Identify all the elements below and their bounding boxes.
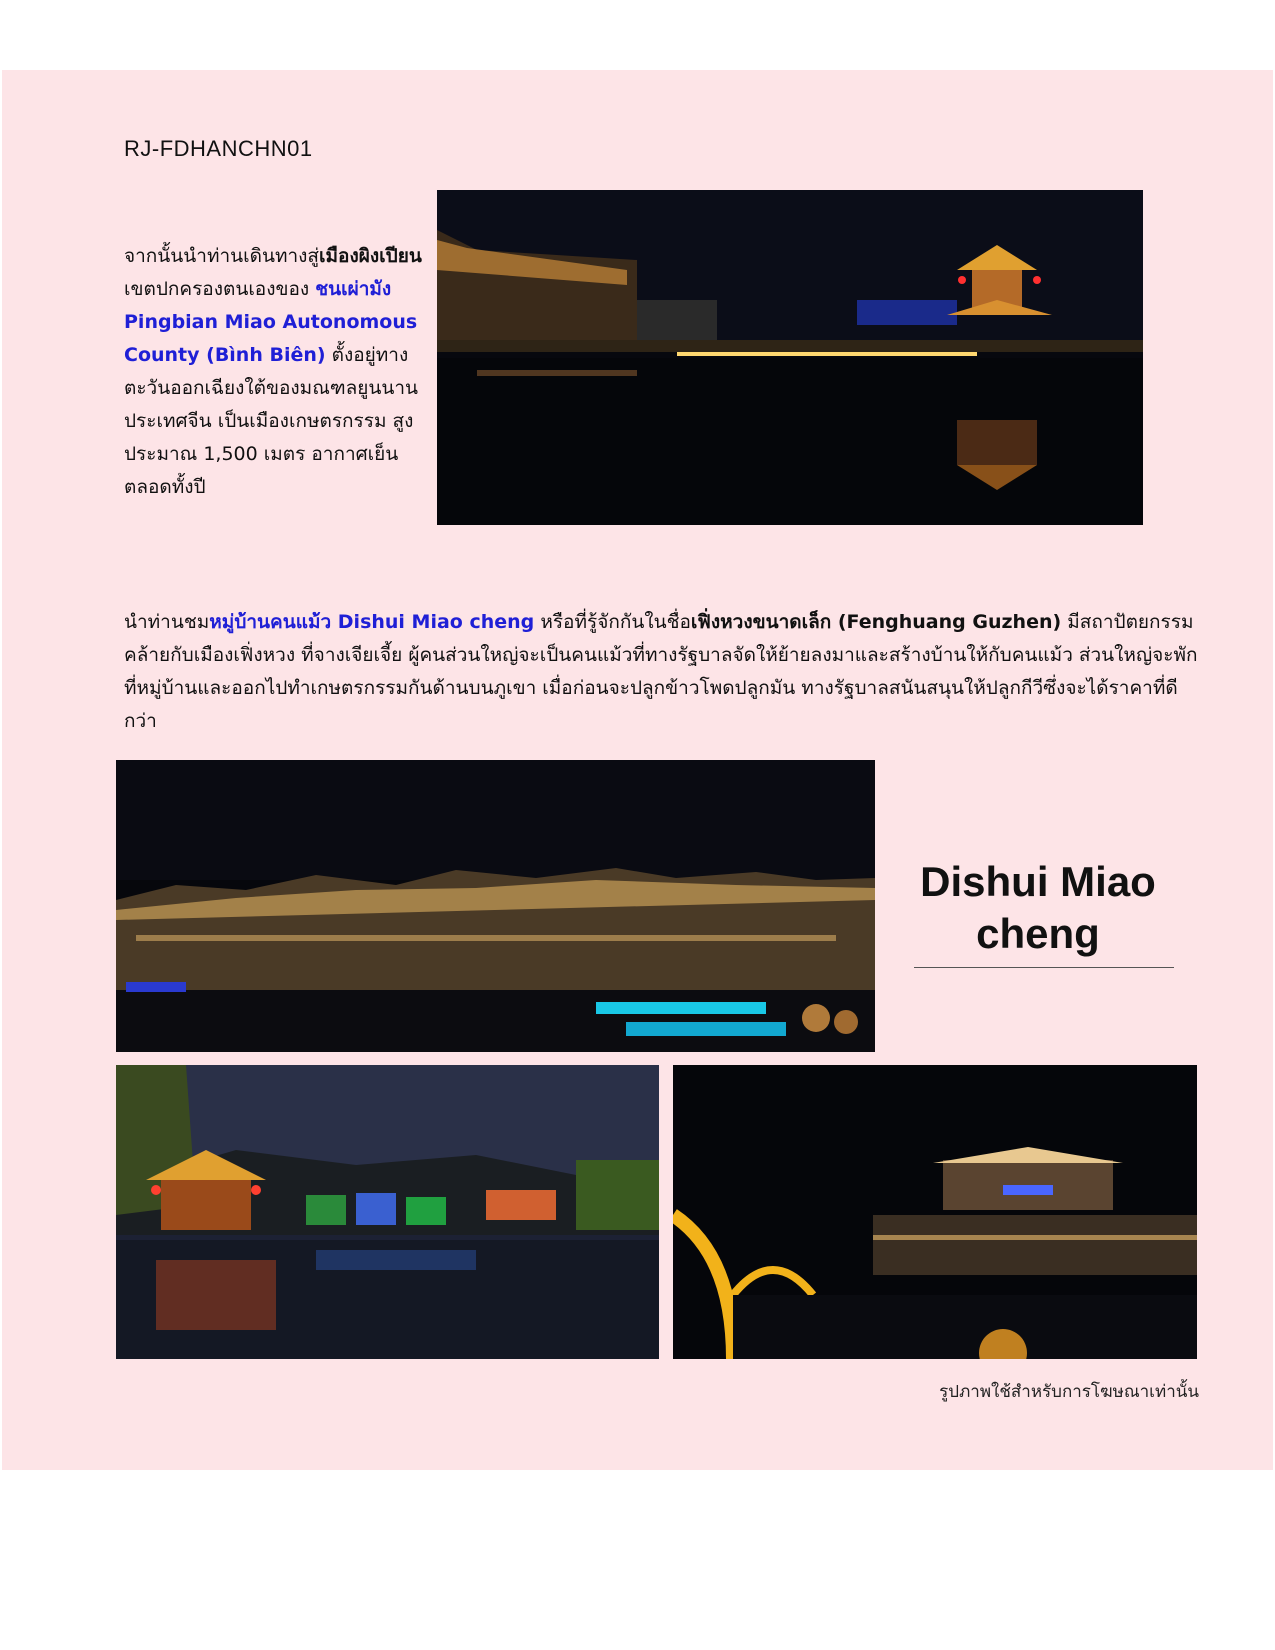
- miao-village-paragraph: [124, 606, 1204, 738]
- image-disclaimer-caption: รูปภาพใช้สำหรับการโฆษณาเท่านั้น: [939, 1382, 1199, 1402]
- intro-paragraph: [124, 240, 444, 504]
- para2-text-1: นำท่านชม: [124, 611, 210, 633]
- document-code: RJ-FDHANCHN01: [124, 136, 313, 161]
- intro-text-2: เขตปกครองตนเองของ: [124, 278, 316, 300]
- title-divider: [914, 967, 1174, 968]
- intro-bold-pingbian: เมืองผิงเปียน: [319, 245, 422, 267]
- para2-bold-fenghuang: เฟิ่งหวงขนาดเล็ก (Fenghuang Guzhen): [690, 611, 1062, 633]
- feature-title: Dishui Miao cheng: [920, 858, 1156, 957]
- para2-highlight-village: หมู่บ้านคนแม้ว Dishui Miao cheng: [209, 611, 535, 633]
- photo-dishui-village-buildings: [116, 760, 875, 1052]
- photo-pingbian-night-lake: [437, 190, 1143, 525]
- para2-text-2: หรือที่รู้จักกันในชื่อ: [534, 611, 691, 633]
- photo-dishui-gate-night: [673, 1065, 1197, 1359]
- para2-text-3: มีสถาปัตยกรรมคล้ายกับเมืองเฟิ่งหวง ที่จางเจียเจี้ย ผู้คนส่วนใหญ่จะเป็นคนแม้วที่ทางรัฐบาลจัดให้ย้ายลงมาและสร้างบ้านให้กับคนแม้ว ส่วนใหญ่จะพักที่หมู่บ้านและออกไปทำเกษตรกรรมกันด้านบนภูเขา เมื่อก่อนจะปลูกข้าวโพดปลูกมัน ทางรัฐบาลสนันสนุนให้ปลูกกีวีซึ่งจะได้ราคาที่ดีกว่า: [124, 611, 1198, 732]
- intro-text-1: จากนั้นนำท่านเดินทางสู่: [124, 245, 320, 267]
- photo-pavilion-colorful-lake: [116, 1065, 659, 1359]
- intro-text-3: ตั้งอยู่ทางตะวันออกเฉียงใต้ของมณฑลยูนนาน ประเทศจีน เป็นเมืองเกษตรกรรม สูงประมาณ 1,500 เมตร อากาศเย็นตลอดทั้งปี: [124, 344, 418, 498]
- intro-highlight-county: ชนเผ่ามัง Pingbian Miao Autonomous County (Bình Biên): [124, 278, 418, 366]
